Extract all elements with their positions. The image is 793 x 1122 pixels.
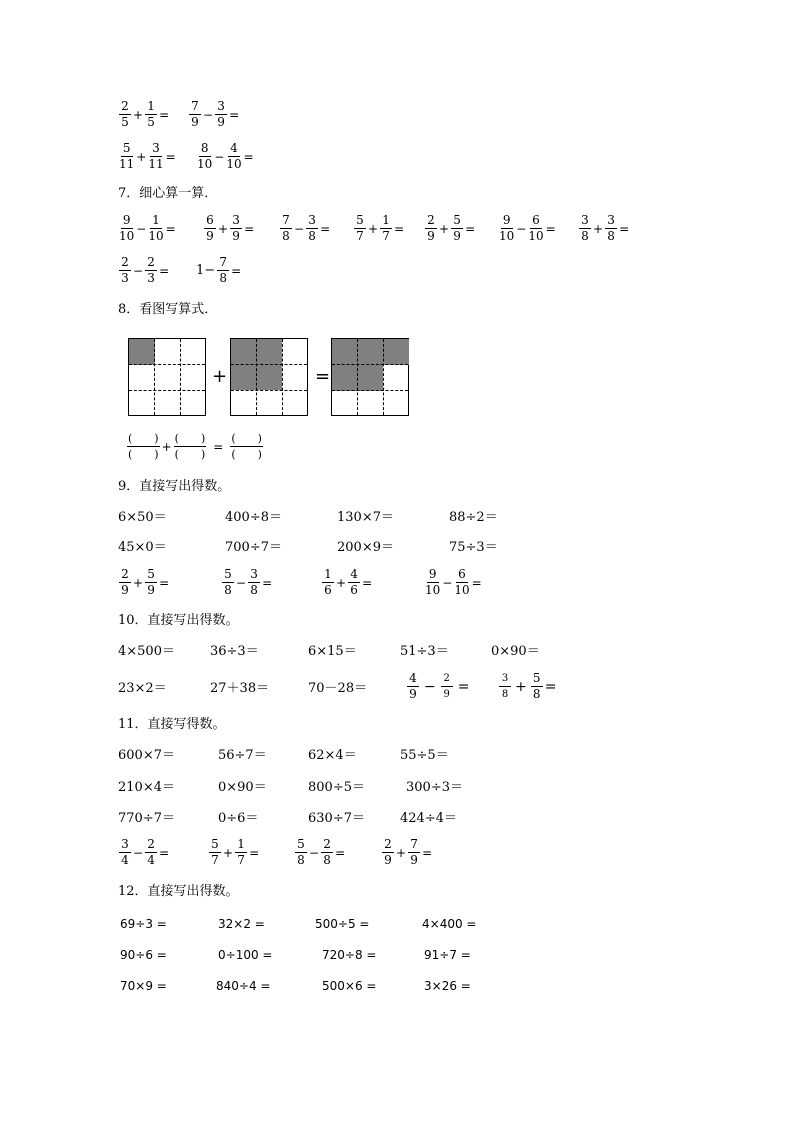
q8-answer-template[interactable]: $\frac{( )}{( )}$ + $\frac{( )}{( )}$ = $\frac{( )}{( )}$	[128, 432, 262, 461]
top-expr-1: $\frac{2}{5}$ + $\frac{1}{5}$ =	[118, 100, 170, 129]
q8-title: 8．看图写算式．	[118, 302, 218, 317]
q11-r3-c1: 770÷7＝	[118, 811, 175, 826]
q7-expr-8: $\frac{2}{3}$ − $\frac{2}{3}$ =	[118, 256, 170, 285]
q7-expr-3: $\frac{7}{8}$ − $\frac{3}{8}$ =	[279, 214, 331, 243]
figure-equals: =	[315, 366, 331, 387]
q11-title: 11．直接写得数。	[118, 717, 226, 732]
q7-expr-2: $\frac{6}{9}$ + $\frac{3}{9}$ =	[203, 214, 255, 243]
q12-r3-c3: 500×6 =	[322, 979, 377, 993]
q12-r3-c4: 3×26 =	[424, 979, 471, 993]
q12-r3-c2: 840÷4 =	[216, 979, 271, 993]
q12-r2-c3: 720÷8 =	[322, 948, 377, 962]
q9-r2-c2: 700÷7＝	[225, 540, 282, 555]
q10-r2-c1: 23×2＝	[118, 681, 167, 696]
q12-r2-c4: 91÷7 =	[424, 948, 471, 962]
q9-r2-c1: 45×0＝	[118, 540, 167, 555]
q11-r1-c2: 56÷7＝	[218, 748, 267, 763]
q10-r1-c5: 0×90＝	[491, 644, 540, 659]
q10-r2-c2: 27＋38＝	[210, 681, 270, 696]
q9-title: 9．直接写出得数。	[118, 479, 231, 494]
top-expr-3: $\frac{5}{11}$ + $\frac{3}{11}$ =	[119, 141, 176, 171]
figure-grid-3	[331, 338, 409, 416]
q9-r2-c4: 75÷3＝	[449, 540, 498, 555]
q10-r1-c2: 36÷3＝	[210, 644, 259, 659]
q9-r1-c1: 6×50＝	[118, 510, 167, 525]
q11-expr-3: $\frac{5}{8}$ − $\frac{2}{8}$ =	[294, 838, 346, 867]
q7-expr-1: $\frac{9}{10}$ − $\frac{1}{10}$ =	[119, 213, 176, 243]
q11-r2-c4: 300÷3＝	[406, 780, 463, 795]
q11-expr-4: $\frac{2}{9}$ + $\frac{7}{9}$ =	[381, 838, 433, 867]
q10-title: 10．直接写出得数。	[118, 613, 239, 628]
q11-r1-c4: 55÷5＝	[400, 748, 449, 763]
q7-title: 7．细心算一算．	[118, 186, 218, 201]
q11-r2-c2: 0×90＝	[218, 780, 267, 795]
q11-r1-c1: 600×7＝	[118, 748, 175, 763]
q7-expr-7: $\frac{3}{8}$ + $\frac{3}{8}$ =	[578, 214, 630, 243]
q12-r1-c4: 4×400 =	[422, 917, 477, 931]
q9-r1-c2: 400÷8＝	[225, 510, 282, 525]
q11-r3-c3: 630÷7＝	[308, 811, 365, 826]
q10-expr-1: $\frac{4}{9}$ − $\frac{2}{9}$ =	[406, 672, 470, 701]
q11-r3-c4: 424÷4＝	[400, 811, 457, 826]
q12-r3-c1: 70×9 =	[120, 979, 167, 993]
q10-r2-c3: 70－28＝	[308, 681, 368, 696]
q10-r1-c3: 6×15＝	[308, 644, 357, 659]
q9-expr-3: $\frac{1}{6}$ + $\frac{4}{6}$ =	[321, 568, 373, 597]
q11-r3-c2: 0÷6＝	[218, 811, 259, 826]
q12-r1-c2: 32×2 =	[218, 917, 265, 931]
q11-r2-c1: 210×4＝	[118, 780, 175, 795]
top-expr-2: $\frac{7}{9}$ − $\frac{3}{9}$ =	[188, 100, 240, 129]
q11-expr-2: $\frac{5}{7}$ + $\frac{1}{7}$ =	[208, 838, 260, 867]
q7-expr-9: 1− $\frac{7}{8}$ =	[196, 255, 242, 285]
q12-r1-c3: 500÷5 =	[315, 917, 370, 931]
q9-expr-4: $\frac{9}{10}$ − $\frac{6}{10}$ =	[425, 567, 482, 597]
q11-r1-c3: 62×4＝	[308, 748, 357, 763]
q12-r1-c1: 69÷3 =	[120, 917, 167, 931]
q7-expr-6: $\frac{9}{10}$ − $\frac{6}{10}$ =	[499, 213, 556, 243]
q12-title: 12．直接写出得数。	[118, 884, 239, 899]
q12-r2-c1: 90÷6 =	[120, 948, 167, 962]
q7-expr-4: $\frac{5}{7}$ + $\frac{1}{7}$ =	[353, 214, 405, 243]
q9-expr-1: $\frac{2}{9}$ + $\frac{5}{9}$ =	[118, 568, 170, 597]
q11-r2-c3: 800÷5＝	[308, 780, 365, 795]
q9-r1-c3: 130×7＝	[337, 510, 394, 525]
q9-r1-c4: 88÷2＝	[449, 510, 498, 525]
top-expr-4: $\frac{8}{10}$ − $\frac{4}{10}$ =	[197, 141, 254, 171]
q12-r2-c2: 0÷100 =	[218, 948, 273, 962]
q9-expr-2: $\frac{5}{8}$ − $\frac{3}{8}$ =	[221, 568, 273, 597]
figure-plus: +	[212, 366, 228, 387]
q10-r1-c1: 4×500＝	[118, 644, 175, 659]
q10-r1-c4: 51÷3＝	[400, 644, 449, 659]
q11-expr-1: $\frac{3}{4}$ − $\frac{2}{4}$ =	[118, 838, 170, 867]
q7-expr-5: $\frac{2}{9}$ + $\frac{5}{9}$ =	[424, 214, 476, 243]
q10-expr-2: $\frac{3}{8}$ + $\frac{5}{8}$ =	[498, 672, 557, 701]
figure-grid-1	[128, 338, 206, 416]
q9-r2-c3: 200×9＝	[337, 540, 394, 555]
figure-grid-2	[230, 338, 308, 416]
